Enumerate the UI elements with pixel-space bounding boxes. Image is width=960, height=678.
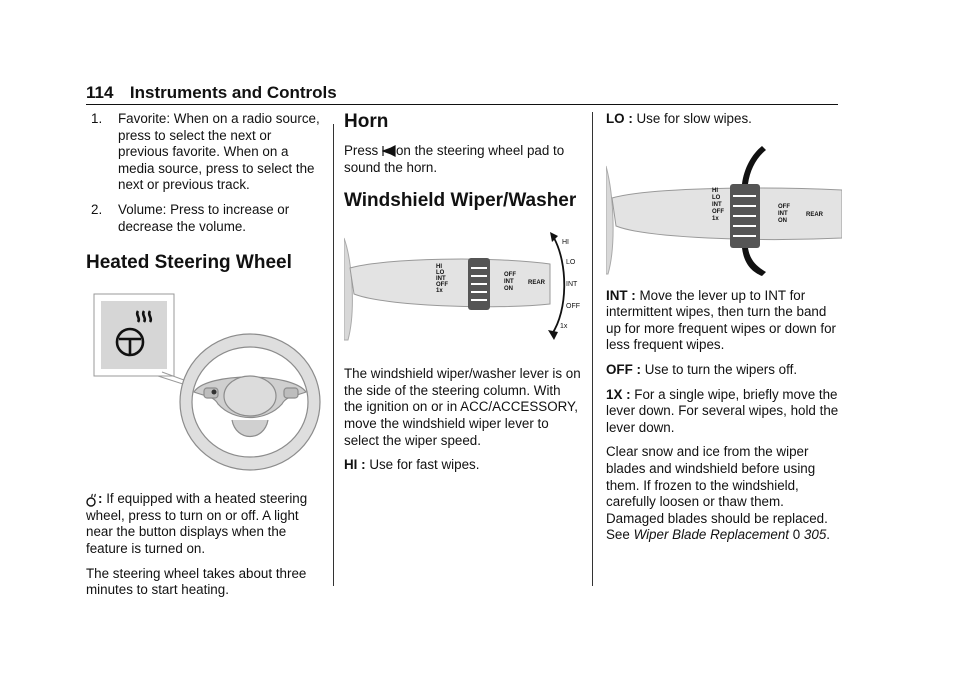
lo-desc: LO : Use for slow wipes. xyxy=(606,111,752,126)
svg-text:INT: INT xyxy=(712,201,722,208)
off-desc: OFF : Use to turn the wipers off. xyxy=(606,361,798,377)
clear-snow-desc: Clear snow and ice from the wiper blades and windshield before using them. If frozen to the windshield, carefully loosen or thaw them. Damaged blades should be replaced. See Wiper Blade Replacement 0 305. xyxy=(606,444,830,543)
heated-steering-desc: : If equipped with a heated steering wheel, press to turn on or off. A light near the button displays when the feature is turned on. xyxy=(86,491,308,556)
svg-text:OFF: OFF xyxy=(712,208,724,215)
list-item: 2. Volume: Press to increase or decrease the volume. xyxy=(91,201,290,234)
wiper-washer-heading: Windshield Wiper/Washer xyxy=(344,190,577,212)
column-1 xyxy=(86,111,324,607)
column-2 xyxy=(344,111,582,482)
svg-text:1x: 1x xyxy=(560,323,568,331)
svg-text:INT: INT xyxy=(778,210,788,217)
svg-text:INT: INT xyxy=(436,276,446,283)
int-desc: INT : Move the lever up to INT for intermittent wipes, then turn the band up for more frequent wipes or down for less frequent wipes. xyxy=(606,287,836,353)
svg-text:REAR: REAR xyxy=(528,280,546,287)
svg-text:HI: HI xyxy=(712,187,718,194)
hi-desc: HI : Use for fast wipes. xyxy=(344,457,480,473)
svg-text:HI: HI xyxy=(436,264,442,271)
wiper-desc: The windshield wiper/washer lever is on the side of the steering column. With the ignition on or in ACC/ACCESSORY, move the windshield wiper lever to select the wiper speed. xyxy=(344,366,581,448)
page-ref-icon: 0 xyxy=(792,527,801,543)
heated-steering-heading: Heated Steering Wheel xyxy=(86,252,292,274)
svg-text:ON: ON xyxy=(778,217,787,224)
svg-text:HI: HI xyxy=(562,239,569,247)
heated-steering-wheel-icon xyxy=(86,493,98,507)
horn-desc: Press on the steering wheel pad to sound the horn. xyxy=(344,143,565,175)
page-header xyxy=(86,83,836,103)
svg-text:OFF: OFF xyxy=(504,272,516,279)
svg-text:OFF: OFF xyxy=(436,282,448,289)
column-3 xyxy=(606,111,842,552)
wiper-band-figure xyxy=(606,146,842,276)
onex-desc: 1X : For a single wipe, briefly move the lever down. For several wipes, hold the lever down. xyxy=(606,386,839,435)
svg-text:INT: INT xyxy=(566,281,578,289)
horn-heading: Horn xyxy=(344,111,389,132)
svg-text:1x: 1x xyxy=(712,215,719,222)
horn-icon xyxy=(382,145,396,157)
svg-text:OFF: OFF xyxy=(566,303,580,311)
svg-text:LO: LO xyxy=(712,194,721,201)
column-divider xyxy=(333,124,334,586)
column-divider xyxy=(592,112,593,586)
header-rule xyxy=(86,104,838,105)
heated-steering-time: The steering wheel takes about three minutes to start heating. xyxy=(86,565,307,598)
wiper-blade-replacement-link[interactable]: Wiper Blade Replacement xyxy=(633,527,789,543)
wiper-lever-figure xyxy=(344,230,582,348)
heated-steering-wheel-figure xyxy=(86,292,324,477)
svg-text:1x: 1x xyxy=(436,288,443,295)
control-list xyxy=(86,111,324,235)
svg-text:INT: INT xyxy=(504,279,514,286)
list-item: 1. Favorite: When on a radio source, press to select the next or previous favorite. When on a media source, press to select the next or previous track. xyxy=(91,111,320,193)
page-number: 114 xyxy=(86,83,114,102)
section-title: Instruments and Controls xyxy=(129,83,337,102)
svg-text:ON: ON xyxy=(504,286,513,293)
svg-text:OFF: OFF xyxy=(778,203,790,210)
svg-text:REAR: REAR xyxy=(806,211,824,218)
svg-text:LO: LO xyxy=(566,259,576,267)
svg-text:LO: LO xyxy=(436,270,445,277)
page-ref-number[interactable]: 305 xyxy=(803,527,827,543)
